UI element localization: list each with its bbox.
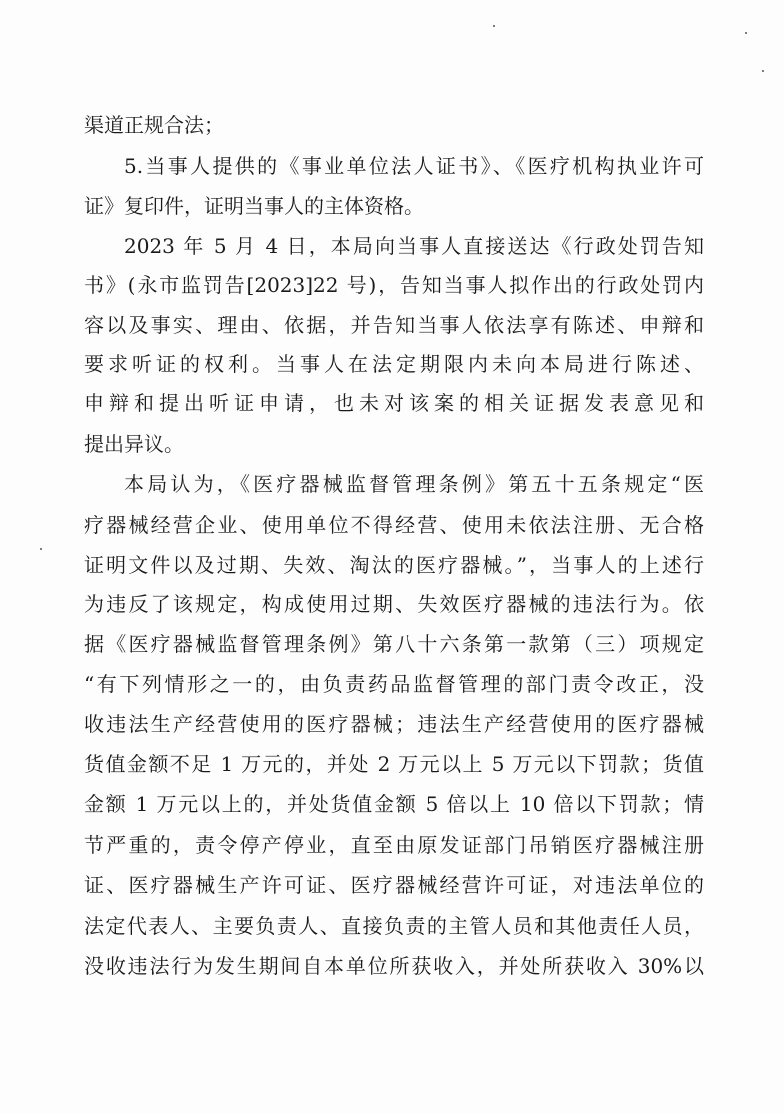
text-line: 本局认为，《医疗器械监督管理条例》第五十五条规定“医: [124, 472, 704, 497]
text-line: 容以及事实、理由、依据，并告知当事人依法享有陈述、申辩和: [84, 312, 704, 337]
text-line: 2023 年 5 月 4 日，本局向当事人直接送达《行政处罚告知: [124, 233, 704, 258]
scan-speck: [745, 32, 747, 34]
text-line: 收违法生产经营使用的医疗器械；违法生产经营使用的医疗器械: [84, 711, 704, 736]
text-line: 货值金额不足 1 万元的，并处 2 万元以上 5 万元以下罚款；货值: [84, 752, 704, 777]
text-line: 5.当事人提供的《事业单位法人证书》、《医疗机构执业许可: [124, 153, 704, 178]
document-body: [84, 106, 704, 986]
text-line: 法定代表人、主要负责人、直接负责的主管人员和其他责任人员，: [84, 913, 704, 938]
text-line: 证、医疗器械生产许可证、医疗器械经营许可证，对违法单位的: [84, 873, 704, 898]
text-line: 证明文件以及过期、失效、淘汰的医疗器械。”，当事人的上述行: [84, 552, 704, 577]
text-line: 疗器械经营企业、使用单位不得经营、使用未依法注册、无合格: [84, 512, 704, 537]
scan-speck: [40, 548, 42, 550]
text-line: 书》(永市监罚告[2023]22 号)，告知当事人拟作出的行政处罚内: [84, 272, 704, 297]
text-line: 申辩和提出听证申请，也未对该案的相关证据发表意见和: [84, 391, 704, 416]
text-line: “有下列情形之一的，由负责药品监督管理的部门责令改正，没: [84, 671, 704, 696]
text-line: 没收违法行为发生期间自本单位所获收入，并处所获收入 30%以: [84, 954, 704, 979]
scan-speck: [493, 25, 495, 27]
text-line: 提出异议。: [84, 431, 184, 456]
scan-speck: [762, 70, 764, 72]
text-line: 证》复印件，证明当事人的主体资格。: [84, 193, 424, 218]
text-line: 金额 1 万元以上的，并处货值金额 5 倍以上 10 倍以下罚款；情: [84, 792, 704, 817]
text-line: 为违反了该规定，构成使用过期、失效医疗器械的违法行为。依: [84, 592, 704, 617]
text-line: 要求听证的权利。当事人在法定期限内未向本局进行陈述、: [84, 351, 704, 376]
text-line: 据《医疗器械监督管理条例》第八十六条第一款第（三）项规定: [84, 632, 704, 657]
text-line: 渠道正规合法；: [84, 113, 224, 137]
text-line: 节严重的，责令停产停业，直至由原发证部门吊销医疗器械注册: [84, 832, 704, 857]
